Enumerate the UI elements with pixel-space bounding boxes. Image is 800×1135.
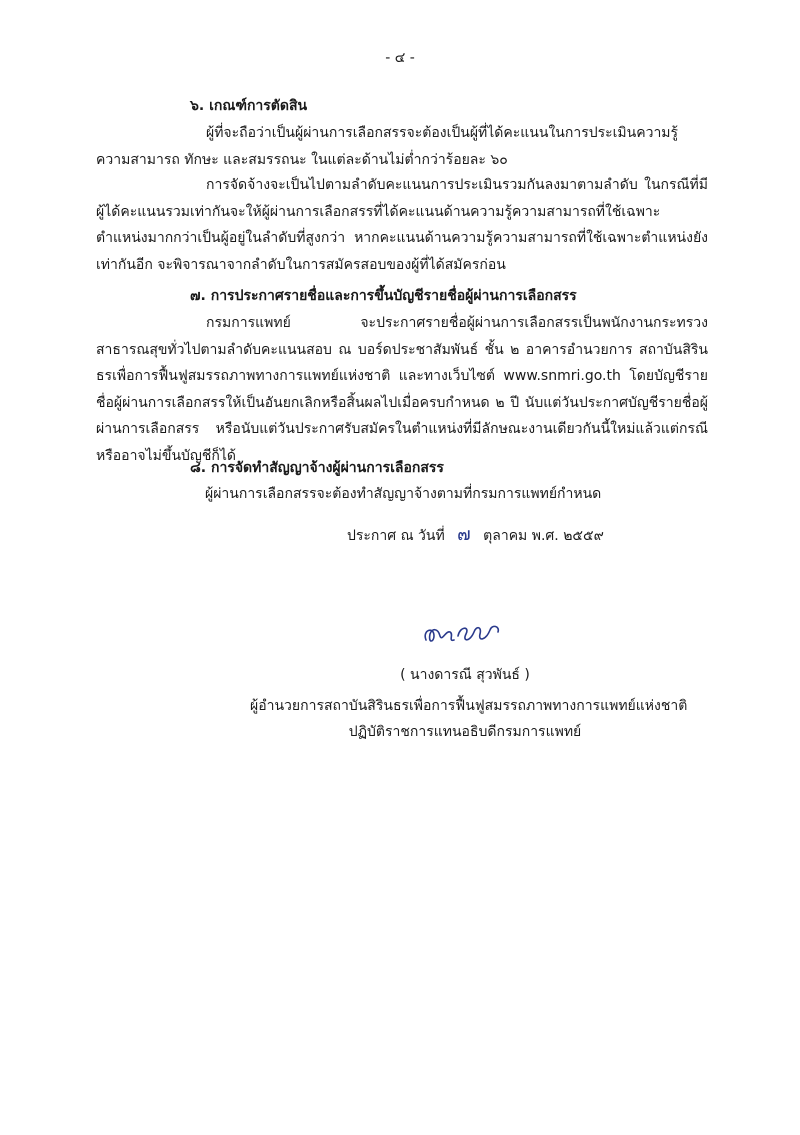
announcement-month-year: ตุลาคม พ.ศ. ๒๕๕๙ — [483, 528, 604, 544]
handwritten-signature — [420, 612, 510, 652]
signatory-acting-for: ปฏิบัติราชการแทนอธิบดีกรมการแพทย์ — [348, 724, 582, 740]
section6-paragraph-2: การจัดจ้างจะเป็นไปตามลำดับคะแนนการประเมินรวมกันลงมาตามลำดับ ในกรณีที่มีผู้ได้คะแนนรวมเท่ากันจะให้ผู้ผ่านการเลือกสรรที่ได้คะแนนด้านความรู้ความสามารถที่ใช้เฉพาะตำแหน่งมากกว่าเป็นผู้อยู่ในลำดับที่สูงกว่า หากคะแนนด้านความรู้ความสามารถที่ใช้เฉพาะตำแหน่งยังเท่ากันอีก จะพิจารณาจากลำดับในการสมัครสอบของผู้ที่ได้สมัครก่อน — [96, 177, 708, 273]
section7-heading: ๗. การประกาศรายชื่อและการขึ้นบัญชีรายชื่อผู้ผ่านการเลือกสรร — [190, 288, 577, 304]
signatory-position: ผู้อำนวยการสถาบันสิรินธรเพื่อการฟื้นฟูสมรรถภาพทางการแพทย์แห่งชาติ — [250, 698, 688, 714]
announcement-day: ๗ — [457, 524, 471, 545]
signatory-name: ( นางดารณี สุวพันธ์ ) — [400, 667, 530, 683]
announcement-date — [347, 525, 604, 546]
section7-paragraph: กรมการแพทย์ จะประกาศรายชื่อผู้ผ่านการเลือกสรรเป็นพนักงานกระทรวงสาธารณสุขทั่วไปตามลำดับคะแนนสอบ ณ บอร์ดประชาสัมพันธ์ ชั้น ๒ อาคารอำนวยการ สถาบันสิรินธรเพื่อการฟื้นฟูสมรรถภาพทางการแพทย์แห่งชาติ และทางเว็บไซต์ www.snmri.go.th โดยบัญชีรายชื่อผู้ผ่านการเลือกสรรให้เป็นอันยกเลิกหรือสิ้นผลไปเมื่อครบกำหนด ๒ ปี นับแต่วันประกาศบัญชีรายชื่อผู้ผ่านการเลือกสรร หรือนับแต่วันประกาศรับสมัครในตำแหน่งที่มีลักษณะงานเดียวกันนี้ใหม่แล้วแต่กรณี หรืออาจไม่ขึ้นบัญชีก็ได้ — [96, 315, 708, 464]
section6-heading: ๖. เกณฑ์การตัดสิน — [190, 98, 308, 114]
section6-paragraph-1: ผู้ที่จะถือว่าเป็นผู้ผ่านการเลือกสรรจะต้องเป็นผู้ที่ได้คะแนนในการประเมินความรู้ความสามารถ ทักษะ และสมรรถนะ ในแต่ละด้านไม่ต่ำกว่าร้อยละ ๖๐ — [96, 125, 679, 168]
section8-paragraph: ผู้ผ่านการเลือกสรรจะต้องทำสัญญาจ้างตามที่กรมการแพทย์กำหนด — [205, 486, 602, 502]
page-number: - ๔ - — [385, 50, 415, 66]
section8-heading: ๘. การจัดทำสัญญาจ้างผู้ผ่านการเลือกสรร — [190, 460, 444, 476]
announcement-prefix: ประกาศ ณ วันที่ — [347, 528, 445, 544]
